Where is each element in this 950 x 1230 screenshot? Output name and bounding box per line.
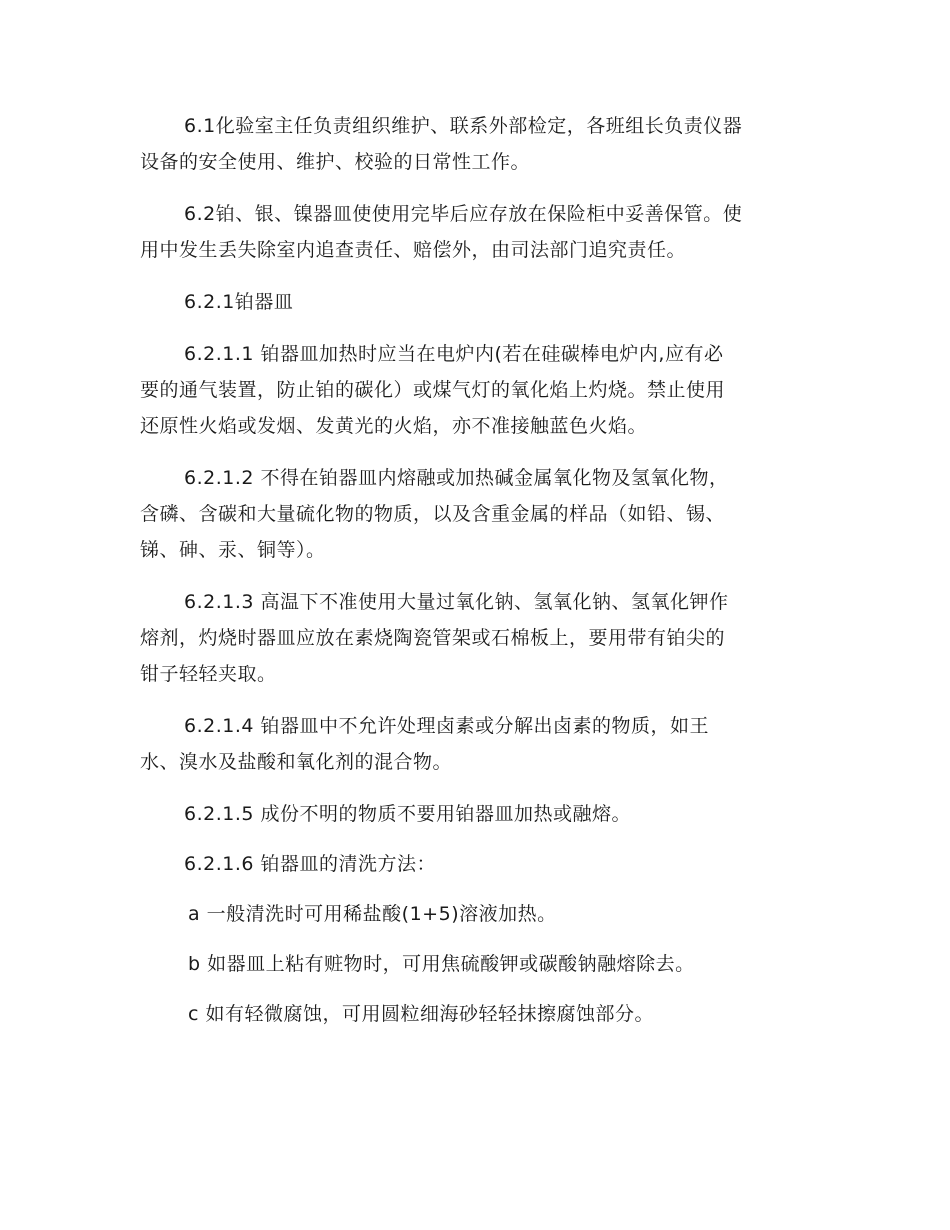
paragraph-6-2-1-6: 6.2.1.6 铂器皿的清洗方法： (184, 853, 437, 875)
paragraph-6-2-1-4: 6.2.1.4 铂器皿中不允许处理卤素或分解出卤素的物质，如王 水、溴水及盐酸和氧化剂的混合物。 (140, 715, 710, 773)
paragraph-6-2-1-2: 6.2.1.2 不得在铂器皿内熔融或加热碱金属氧化物及氢氧化物， 含磷、含碳和大量硫化物的物质，以及含重金属的样品（如铅、锡、 锑、砷、汞、铜等）。 (140, 467, 729, 561)
paragraph-6-2-1-3: 6.2.1.3 高温下不准使用大量过氧化钠、氢氧化钠、氢氧化钾作 熔剂，灼烧时器皿应放在素烧陶瓷管架或石棉板上，要用带有铂尖的 钳子轻轻夹取。 (140, 591, 729, 685)
list-item-a: a 一般清洗时可用稀盐酸(1+5)溶液加热。 (188, 903, 557, 925)
heading-6-2-1: 6.2.1铂器皿 (184, 291, 294, 313)
paragraph-6-2: 6.2铂、银、镍器皿使使用完毕后应存放在保险柜中妥善保管。使 用中发生丢失除室内追查责任、赔偿外，由司法部门追究责任。 (140, 203, 743, 261)
list-item-c: c 如有轻微腐蚀，可用圆粒细海砂轻轻抹擦腐蚀部分。 (188, 1003, 654, 1025)
paragraph-6-1: 6.1化验室主任负责组织维护、联系外部检定，各班组长负责仪器 设备的安全使用、维护、校验的日常性工作。 (140, 115, 743, 173)
list-item-b: b 如器皿上粘有赃物时，可用焦硫酸钾或碳酸钠融熔除去。 (188, 953, 695, 975)
paragraph-6-2-1-5: 6.2.1.5 成份不明的物质不要用铂器皿加热或融熔。 (184, 803, 632, 825)
document-body (140, 108, 815, 1046)
paragraph-6-2-1-1: 6.2.1.1 铂器皿加热时应当在电炉内(若在硅碳棒电炉内,应有必 要的通气装置，防止铂的碳化）或煤气灯的氧化焰上灼烧。禁止使用 还原性火焰或发烟、发黄光的火焰，亦不准接触蓝色火焰。 (140, 343, 726, 437)
